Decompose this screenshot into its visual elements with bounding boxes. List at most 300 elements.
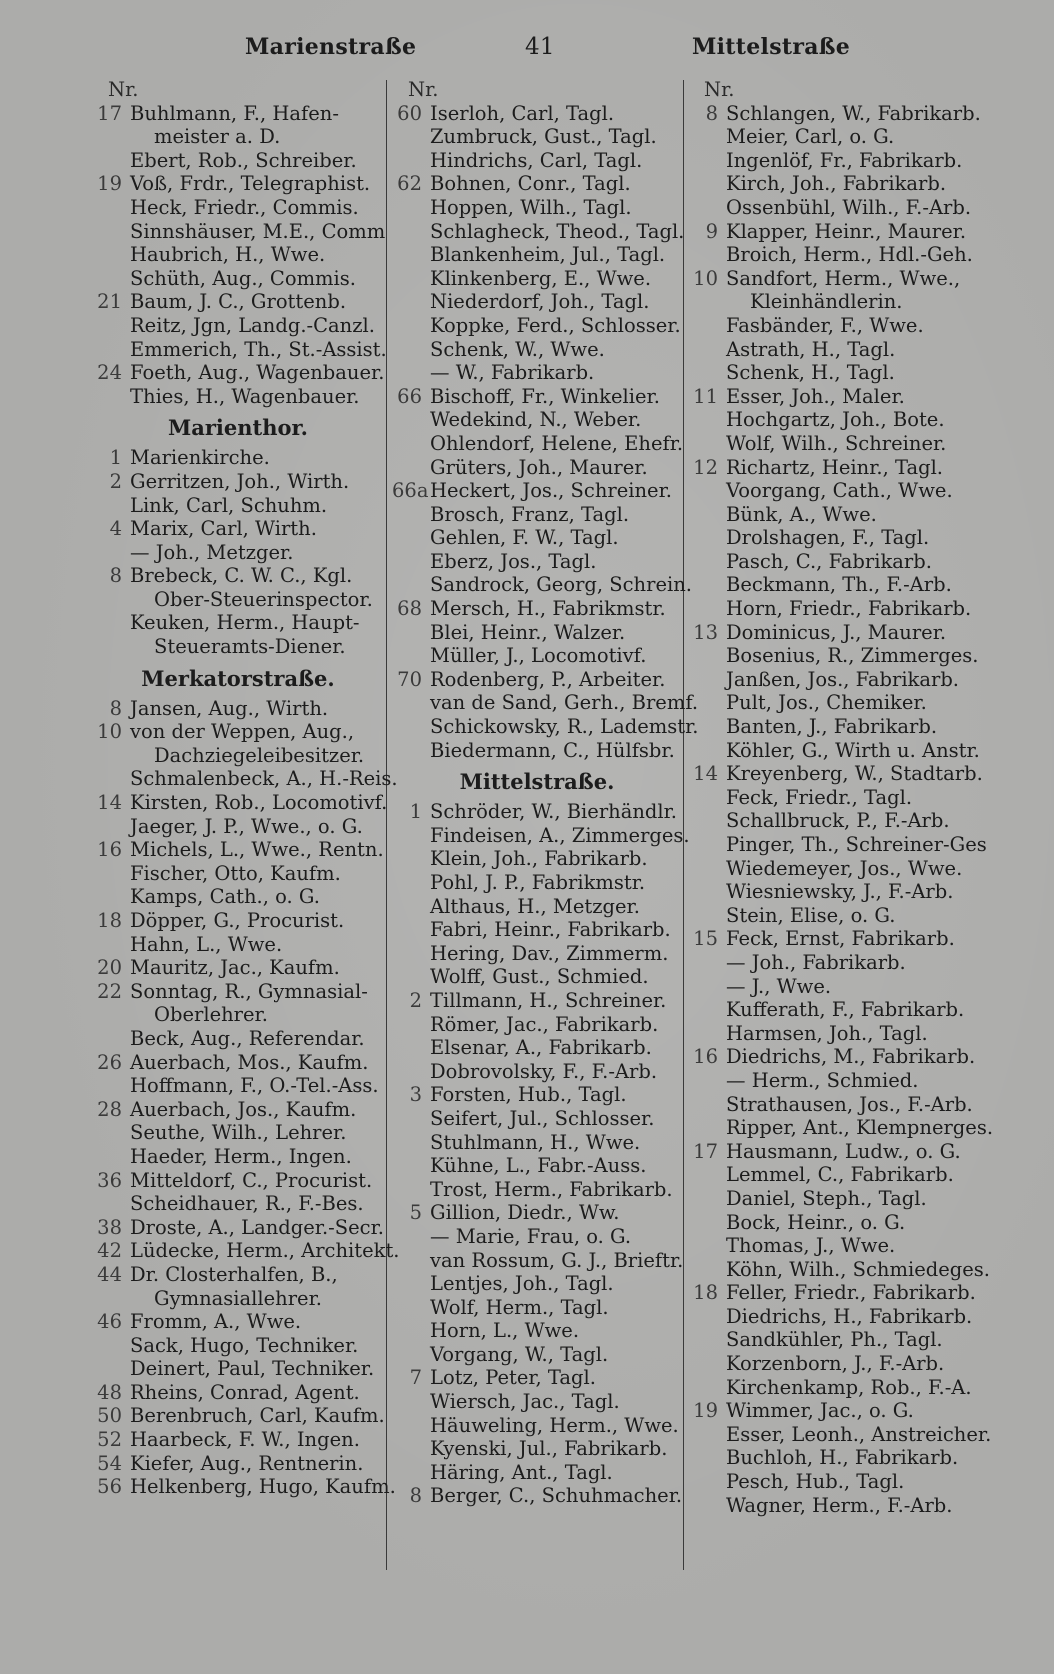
resident-entry xyxy=(392,172,682,196)
resident-text: Biedermann, C., Hülfsbr. xyxy=(430,738,675,762)
resident-entry xyxy=(92,470,384,494)
resident-entry xyxy=(92,1475,396,1499)
resident-entry xyxy=(688,408,988,432)
resident-text: Berenbruch, Carl, Kaufm. xyxy=(130,1404,385,1428)
resident-entry xyxy=(92,1357,384,1381)
resident-entry xyxy=(392,1225,682,1249)
resident-entry xyxy=(392,847,682,871)
resident-entry xyxy=(688,172,988,196)
resident-text: Link, Carl, Schuhm. xyxy=(130,493,328,517)
resident-text: Klinkenberg, E., Wwe. xyxy=(430,266,652,290)
house-number: 62 xyxy=(397,172,422,196)
resident-text: Feller, Friedr., Fabrikarb. xyxy=(726,1281,976,1305)
resident-entry xyxy=(688,1494,988,1518)
resident-entry xyxy=(392,526,682,550)
resident-text: Eberz, Jos., Tagl. xyxy=(430,549,597,573)
resident-entry xyxy=(688,1187,988,1211)
resident-text: Kirsten, Rob., Locomotivf. xyxy=(130,791,388,815)
house-number: 11 xyxy=(693,384,718,408)
resident-text: Beck, Aug., Referendar. xyxy=(130,1026,365,1050)
resident-text: Klein, Joh., Fabrikarb. xyxy=(430,847,648,871)
resident-entry xyxy=(92,767,398,791)
resident-entry xyxy=(688,1376,988,1400)
resident-entry xyxy=(688,927,988,951)
resident-text: Auerbach, Mos., Kaufm. xyxy=(130,1050,369,1074)
resident-entry xyxy=(392,1319,682,1343)
resident-entry xyxy=(392,715,699,739)
resident-entry xyxy=(688,220,988,244)
resident-text: Lentjes, Joh., Tagl. xyxy=(430,1272,614,1296)
resident-text: Lotz, Peter, Tagl. xyxy=(430,1366,596,1390)
resident-entry xyxy=(92,1121,384,1145)
resident-entry xyxy=(92,980,384,1004)
resident-entry xyxy=(92,102,384,126)
resident-text: Janßen, Jos., Fabrikarb. xyxy=(726,667,960,691)
resident-text: Althaus, H., Metzger. xyxy=(430,894,640,918)
resident-entry xyxy=(92,791,388,815)
resident-entry xyxy=(688,102,988,126)
resident-entry xyxy=(92,885,384,909)
resident-text: Haarbeck, F. W., Ingen. xyxy=(130,1428,360,1452)
resident-text: Schenk, H., Tagl. xyxy=(726,361,895,385)
resident-text: Hausmann, Ludw., o. G. xyxy=(726,1139,961,1163)
resident-entry xyxy=(392,895,682,919)
resident-text: Pesch, Hub., Tagl. xyxy=(726,1470,905,1494)
resident-entry xyxy=(92,290,384,314)
resident-entry xyxy=(392,219,685,244)
resident-entry xyxy=(688,621,988,645)
house-number: 1 xyxy=(409,800,422,824)
resident-text: Thies, H., Wagenbauer. xyxy=(130,384,360,408)
resident-entry xyxy=(392,1249,682,1273)
resident-text: Pasch, C., Fabrikarb. xyxy=(726,549,932,573)
resident-entry xyxy=(688,573,988,597)
resident-text: Kyenski, Jul., Fabrikarb. xyxy=(430,1437,668,1461)
entry-continuation: Gymnasiallehrer. xyxy=(154,1286,322,1310)
resident-entry xyxy=(688,550,988,574)
resident-entry xyxy=(392,1461,682,1485)
house-number: 48 xyxy=(97,1380,122,1404)
resident-entry xyxy=(392,1437,682,1461)
resident-entry xyxy=(688,951,988,975)
resident-text: Köhler, G., Wirth u. Anstr. xyxy=(726,738,980,762)
resident-text: Rodenberg, P., Arbeiter. xyxy=(430,667,666,691)
house-number-label: Nr. xyxy=(704,78,735,101)
resident-entry xyxy=(688,857,988,881)
resident-text: Berger, C., Schuhmacher. xyxy=(430,1484,683,1508)
resident-text: — J., Wwe. xyxy=(726,974,832,998)
resident-text: Meier, Carl, o. G. xyxy=(726,125,895,149)
house-number: 60 xyxy=(397,101,422,125)
resident-text: Harmsen, Joh., Tagl. xyxy=(726,1021,928,1045)
resident-text: Ebert, Rob., Schreiber. xyxy=(130,148,357,172)
resident-text: Korzenborn, J., F.-Arb. xyxy=(726,1352,945,1376)
house-number: 42 xyxy=(97,1239,122,1263)
resident-entry xyxy=(92,1452,384,1476)
resident-text: Stein, Elise, o. G. xyxy=(726,903,896,927)
page-number: 41 xyxy=(525,34,555,60)
resident-text: Lüdecke, Herm., Architekt. xyxy=(130,1239,400,1263)
resident-text: Scheidhauer, R., F.-Bes. xyxy=(130,1192,364,1216)
resident-entry xyxy=(392,989,682,1013)
house-number: 16 xyxy=(693,1045,718,1069)
resident-text: Buhlmann, F., Hafen- xyxy=(130,101,339,125)
resident-entry xyxy=(392,739,682,763)
resident-text: Brebeck, C. W. C., Kgl. xyxy=(130,564,353,588)
resident-entry xyxy=(688,833,988,857)
resident-text: Bosenius, R., Zimmerges. xyxy=(726,644,979,668)
resident-text: Schickowsky, R., Lademstr. xyxy=(430,715,699,739)
house-number: 8 xyxy=(705,101,718,125)
resident-text: Kirch, Joh., Fabrikarb. xyxy=(726,172,947,196)
resident-entry xyxy=(688,762,988,786)
resident-text: Marienkirche. xyxy=(130,446,270,470)
resident-text: Sandrock, Georg, Schrein. xyxy=(430,573,692,597)
resident-text: Schlangen, W., Fabrikarb. xyxy=(726,101,981,125)
resident-text: — Marie, Frau, o. G. xyxy=(430,1224,632,1248)
house-number: 10 xyxy=(693,266,718,290)
resident-text: Mitteldorf, C., Procurist. xyxy=(130,1168,373,1192)
resident-entry xyxy=(392,408,682,432)
resident-entry xyxy=(92,243,384,267)
resident-text: Elsenar, A., Fabrikarb. xyxy=(430,1036,652,1060)
resident-text: Zumbruck, Gust., Tagl. xyxy=(430,125,657,149)
resident-text: Fasbänder, F., Wwe. xyxy=(726,313,924,337)
resident-entry xyxy=(92,1216,384,1240)
resident-entry xyxy=(392,1343,682,1367)
resident-entry xyxy=(688,1211,988,1235)
resident-text: van de Sand, Gerh., Bremf. xyxy=(430,691,699,715)
resident-entry xyxy=(392,644,682,668)
resident-entry xyxy=(688,1446,988,1470)
resident-entry xyxy=(392,1036,682,1060)
house-number: 56 xyxy=(97,1475,122,1499)
resident-entry xyxy=(688,998,988,1022)
resident-entry xyxy=(392,918,682,942)
resident-text: Ingenlöf, Fr., Fabrikarb. xyxy=(726,148,963,172)
resident-entry xyxy=(92,172,384,196)
resident-entry xyxy=(688,1234,988,1258)
resident-entry xyxy=(92,1404,384,1428)
resident-entry xyxy=(92,1051,384,1075)
resident-text: Kufferath, F., Fabrikarb. xyxy=(726,998,965,1022)
resident-entry xyxy=(688,597,988,621)
resident-entry xyxy=(392,668,682,692)
resident-text: Tillmann, H., Schreiner. xyxy=(430,988,667,1012)
resident-text: Voorgang, Cath., Wwe. xyxy=(726,479,953,503)
resident-text: Jaeger, J. P., Wwe., o. G. xyxy=(130,814,363,838)
house-number: 68 xyxy=(397,597,422,621)
resident-entry xyxy=(688,314,988,338)
house-number: 19 xyxy=(97,172,122,196)
resident-entry xyxy=(92,956,384,980)
resident-entry xyxy=(92,1310,384,1334)
resident-entry xyxy=(392,1390,682,1414)
resident-text: Köhn, Wilh., Schmiedeges. xyxy=(726,1257,990,1281)
resident-text: Wagner, Herm., F.-Arb. xyxy=(726,1493,953,1517)
resident-text: Gillion, Diedr., Ww. xyxy=(430,1201,620,1225)
resident-entry xyxy=(92,611,384,635)
column-middle xyxy=(392,78,699,1508)
section-heading: Mittelstraße. xyxy=(459,769,615,795)
house-number: 24 xyxy=(97,361,122,385)
resident-entry xyxy=(392,550,682,574)
resident-entry xyxy=(688,125,988,149)
house-number: 17 xyxy=(97,101,122,125)
column-left xyxy=(92,78,400,1499)
resident-entry xyxy=(392,456,682,480)
section-heading: Merkatorstraße. xyxy=(141,665,335,691)
resident-text: Astrath, H., Tagl. xyxy=(726,337,896,361)
resident-entry xyxy=(92,1098,384,1122)
column-right xyxy=(688,78,994,1517)
resident-entry xyxy=(688,786,988,810)
resident-text: Schallbruck, P., F.-Arb. xyxy=(726,809,950,833)
resident-text: Niederdorf, Joh., Tagl. xyxy=(430,290,650,314)
resident-entry xyxy=(688,668,988,692)
resident-entry xyxy=(392,385,682,409)
resident-text: Gerritzen, Joh., Wirth. xyxy=(130,469,350,493)
house-number: 2 xyxy=(109,469,122,493)
house-number: 8 xyxy=(409,1484,422,1508)
resident-text: Vorgang, W., Tagl. xyxy=(430,1342,609,1366)
house-number: 50 xyxy=(97,1404,122,1428)
resident-entry xyxy=(92,1027,384,1051)
resident-text: Mersch, H., Fabrikmstr. xyxy=(430,597,666,621)
resident-entry xyxy=(392,102,682,126)
resident-entry xyxy=(688,1069,988,1093)
page-header xyxy=(0,34,1054,74)
resident-text: Droste, A., Landger.-Secr. xyxy=(130,1215,384,1239)
resident-text: Reitz, Jgn, Landg.-Canzl. xyxy=(130,313,375,337)
resident-entry xyxy=(92,1169,384,1193)
resident-text: Marix, Carl, Wirth. xyxy=(130,517,317,541)
resident-text: Hoppen, Wilh., Tagl. xyxy=(430,195,632,219)
resident-entry xyxy=(392,1131,682,1155)
resident-text: Horn, L., Wwe. xyxy=(430,1319,580,1343)
header-street-left: Marienstraße xyxy=(245,34,417,60)
resident-text: Haeder, Herm., Ingen. xyxy=(130,1144,352,1168)
resident-entry xyxy=(392,479,682,503)
resident-text: Heckert, Jos., Schreiner. xyxy=(430,479,672,503)
resident-text: Grüters, Joh., Maurer. xyxy=(430,455,648,479)
resident-text: Banten, J., Fabrikarb. xyxy=(726,715,938,739)
resident-entry xyxy=(392,1201,682,1225)
resident-text: Wolf, Herm., Tagl. xyxy=(430,1295,609,1319)
resident-text: Müller, J., Locomotivf. xyxy=(430,644,647,668)
resident-entry xyxy=(92,1381,384,1405)
resident-entry xyxy=(92,361,384,385)
column-divider xyxy=(386,80,387,1570)
resident-entry xyxy=(688,1281,988,1305)
resident-entry xyxy=(92,1263,384,1287)
resident-text: Schröder, W., Bierhändlr. xyxy=(430,800,677,824)
resident-text: Römer, Jac., Fabrikarb. xyxy=(430,1012,659,1036)
resident-entry xyxy=(392,503,682,527)
resident-entry xyxy=(688,267,988,291)
resident-text: Dr. Closterhalfen, B., xyxy=(130,1262,338,1286)
resident-text: Mauritz, Jac., Kaufm. xyxy=(130,956,340,980)
house-number: 22 xyxy=(97,979,122,1003)
resident-text: van Rossum, G. J., Brieftr. xyxy=(430,1248,684,1272)
resident-entry xyxy=(392,573,692,597)
resident-entry xyxy=(688,149,988,173)
resident-text: Helkenberg, Hugo, Kaufm. xyxy=(130,1475,396,1499)
resident-text: Kamps, Cath., o. G. xyxy=(130,885,320,909)
entry-continuation: Oberlehrer. xyxy=(154,1003,268,1027)
resident-text: Sack, Hugo, Techniker. xyxy=(130,1333,359,1357)
resident-text: Strathausen, Jos., F.-Arb. xyxy=(726,1092,973,1116)
resident-text: Wolff, Gust., Schmied. xyxy=(430,965,649,989)
resident-text: Heck, Friedr., Commis. xyxy=(130,195,359,219)
house-number: 38 xyxy=(97,1215,122,1239)
house-number: 66a xyxy=(392,479,429,503)
resident-text: Horn, Friedr., Fabrikarb. xyxy=(726,597,972,621)
resident-text: Michels, L., Wwe., Rentn. xyxy=(130,838,384,862)
resident-entry xyxy=(92,196,384,220)
house-number: 17 xyxy=(693,1139,718,1163)
resident-entry xyxy=(92,1145,384,1169)
resident-text: Sonntag, R., Gymnasial- xyxy=(130,979,368,1003)
resident-entry xyxy=(392,1107,682,1131)
resident-text: Wiesniewsky, J., F.-Arb. xyxy=(726,880,954,904)
resident-entry xyxy=(688,904,988,928)
resident-entry xyxy=(392,871,682,895)
resident-text: Seifert, Jul., Schlosser. xyxy=(430,1106,655,1130)
resident-text: — W., Fabrikarb. xyxy=(430,361,595,385)
house-number: 46 xyxy=(97,1310,122,1334)
resident-text: Döpper, G., Procurist. xyxy=(130,909,345,932)
resident-entry xyxy=(92,494,384,518)
resident-entry xyxy=(92,314,384,338)
resident-entry xyxy=(92,517,384,541)
resident-entry xyxy=(392,267,682,291)
resident-entry xyxy=(688,1258,988,1282)
house-number: 18 xyxy=(693,1281,718,1305)
resident-entry xyxy=(688,479,988,503)
resident-entry xyxy=(688,1422,992,1447)
resident-text: Feck, Ernst, Fabrikarb. xyxy=(726,927,955,951)
house-number: 10 xyxy=(97,720,122,744)
resident-text: Schmalenbeck, A., H.-Reis. xyxy=(130,767,398,791)
resident-entry xyxy=(392,621,682,645)
house-number: 19 xyxy=(693,1399,718,1423)
resident-text: Jansen, Aug., Wirth. xyxy=(130,696,329,720)
house-number: 5 xyxy=(409,1201,422,1225)
house-number: 70 xyxy=(397,667,422,691)
house-number: 12 xyxy=(693,455,718,479)
resident-entry xyxy=(688,715,988,739)
resident-text: Ossenbühl, Wilh., F.-Arb. xyxy=(726,195,972,219)
resident-text: Baum, J. C., Grottenb. xyxy=(130,290,347,314)
house-number: 13 xyxy=(693,620,718,644)
resident-entry xyxy=(392,800,682,824)
section-heading: Marienthor. xyxy=(168,415,308,441)
resident-entry xyxy=(688,1352,988,1376)
resident-entry xyxy=(688,385,988,409)
resident-entry xyxy=(688,196,988,220)
resident-text: Trost, Herm., Fabrikarb. xyxy=(430,1177,673,1201)
resident-text: Bohnen, Conr., Tagl. xyxy=(430,172,631,196)
entry-continuation: meister a. D. xyxy=(154,125,281,149)
resident-entry xyxy=(688,432,988,456)
house-number: 21 xyxy=(97,290,122,314)
resident-text: Stuhlmann, H., Wwe. xyxy=(430,1130,641,1154)
resident-text: Bock, Heinr., o. G. xyxy=(726,1210,906,1234)
resident-entry xyxy=(392,1484,682,1508)
resident-entry xyxy=(392,691,699,715)
entry-continuation: Dachziegeleibesitzer. xyxy=(154,743,365,767)
house-number: 44 xyxy=(97,1262,122,1286)
resident-text: Bünk, A., Wwe. xyxy=(726,502,877,526)
resident-entry xyxy=(92,267,384,291)
resident-entry xyxy=(92,337,387,362)
resident-text: Foeth, Aug., Wagenbauer. xyxy=(130,361,385,385)
house-number: 20 xyxy=(97,956,122,980)
resident-entry xyxy=(392,942,682,966)
resident-text: Kiefer, Aug., Rentnerin. xyxy=(130,1451,364,1475)
resident-entry xyxy=(392,597,682,621)
house-number-label: Nr. xyxy=(408,78,439,101)
house-number: 52 xyxy=(97,1428,122,1452)
resident-entry xyxy=(92,1192,384,1216)
resident-entry xyxy=(392,1154,682,1178)
resident-text: Voß, Frdr., Telegraphist. xyxy=(130,172,371,196)
house-number: 15 xyxy=(693,927,718,951)
resident-entry xyxy=(688,739,988,763)
resident-text: Ripper, Ant., Klempnerges. xyxy=(726,1116,994,1140)
resident-text: Blei, Heinr., Walzer. xyxy=(430,620,626,644)
resident-entry xyxy=(688,243,988,267)
resident-text: Feck, Friedr., Tagl. xyxy=(726,785,913,809)
resident-text: Fabri, Heinr., Fabrikarb. xyxy=(430,918,671,942)
resident-entry xyxy=(688,880,988,904)
header-street-right: Mittelstraße xyxy=(692,34,851,60)
resident-entry xyxy=(688,1305,988,1329)
resident-text: Broich, Herm., Hdl.-Geh. xyxy=(726,243,973,267)
resident-entry xyxy=(688,526,988,550)
house-number: 14 xyxy=(693,762,718,786)
resident-text: Rheins, Conrad, Agent. xyxy=(130,1380,360,1404)
resident-text: Wolf, Wilh., Schreiner. xyxy=(726,431,947,455)
house-number: 16 xyxy=(97,838,122,862)
resident-entry xyxy=(392,290,682,314)
resident-entry xyxy=(92,909,384,933)
house-number: 26 xyxy=(97,1050,122,1074)
resident-entry xyxy=(688,1045,988,1069)
resident-entry xyxy=(92,838,384,862)
resident-entry xyxy=(392,314,682,338)
entry-continuation: Kleinhändlerin. xyxy=(750,290,903,314)
resident-text: Auerbach, Jos., Kaufm. xyxy=(130,1097,357,1121)
house-number: 1 xyxy=(109,446,122,470)
resident-entry xyxy=(392,125,682,149)
resident-entry xyxy=(92,220,384,244)
resident-text: Kirchenkamp, Rob., F.-A. xyxy=(726,1375,972,1399)
resident-text: Haubrich, H., Wwe. xyxy=(130,243,326,267)
resident-entry xyxy=(92,1428,384,1452)
resident-entry xyxy=(688,1470,988,1494)
resident-text: Brosch, Franz, Tagl. xyxy=(430,502,630,526)
resident-text: von der Weppen, Aug., xyxy=(130,720,355,744)
house-number: 9 xyxy=(705,219,718,243)
resident-text: Klapper, Heinr., Maurer. xyxy=(726,219,967,243)
resident-text: Pohl, J. P., Fabrikmstr. xyxy=(430,871,646,894)
resident-entry xyxy=(688,1163,988,1187)
resident-entry xyxy=(392,1178,682,1202)
resident-text: Schüth, Aug., Commis. xyxy=(130,266,356,290)
resident-text: Ohlendorf, Helene, Ehefr. xyxy=(430,431,684,455)
